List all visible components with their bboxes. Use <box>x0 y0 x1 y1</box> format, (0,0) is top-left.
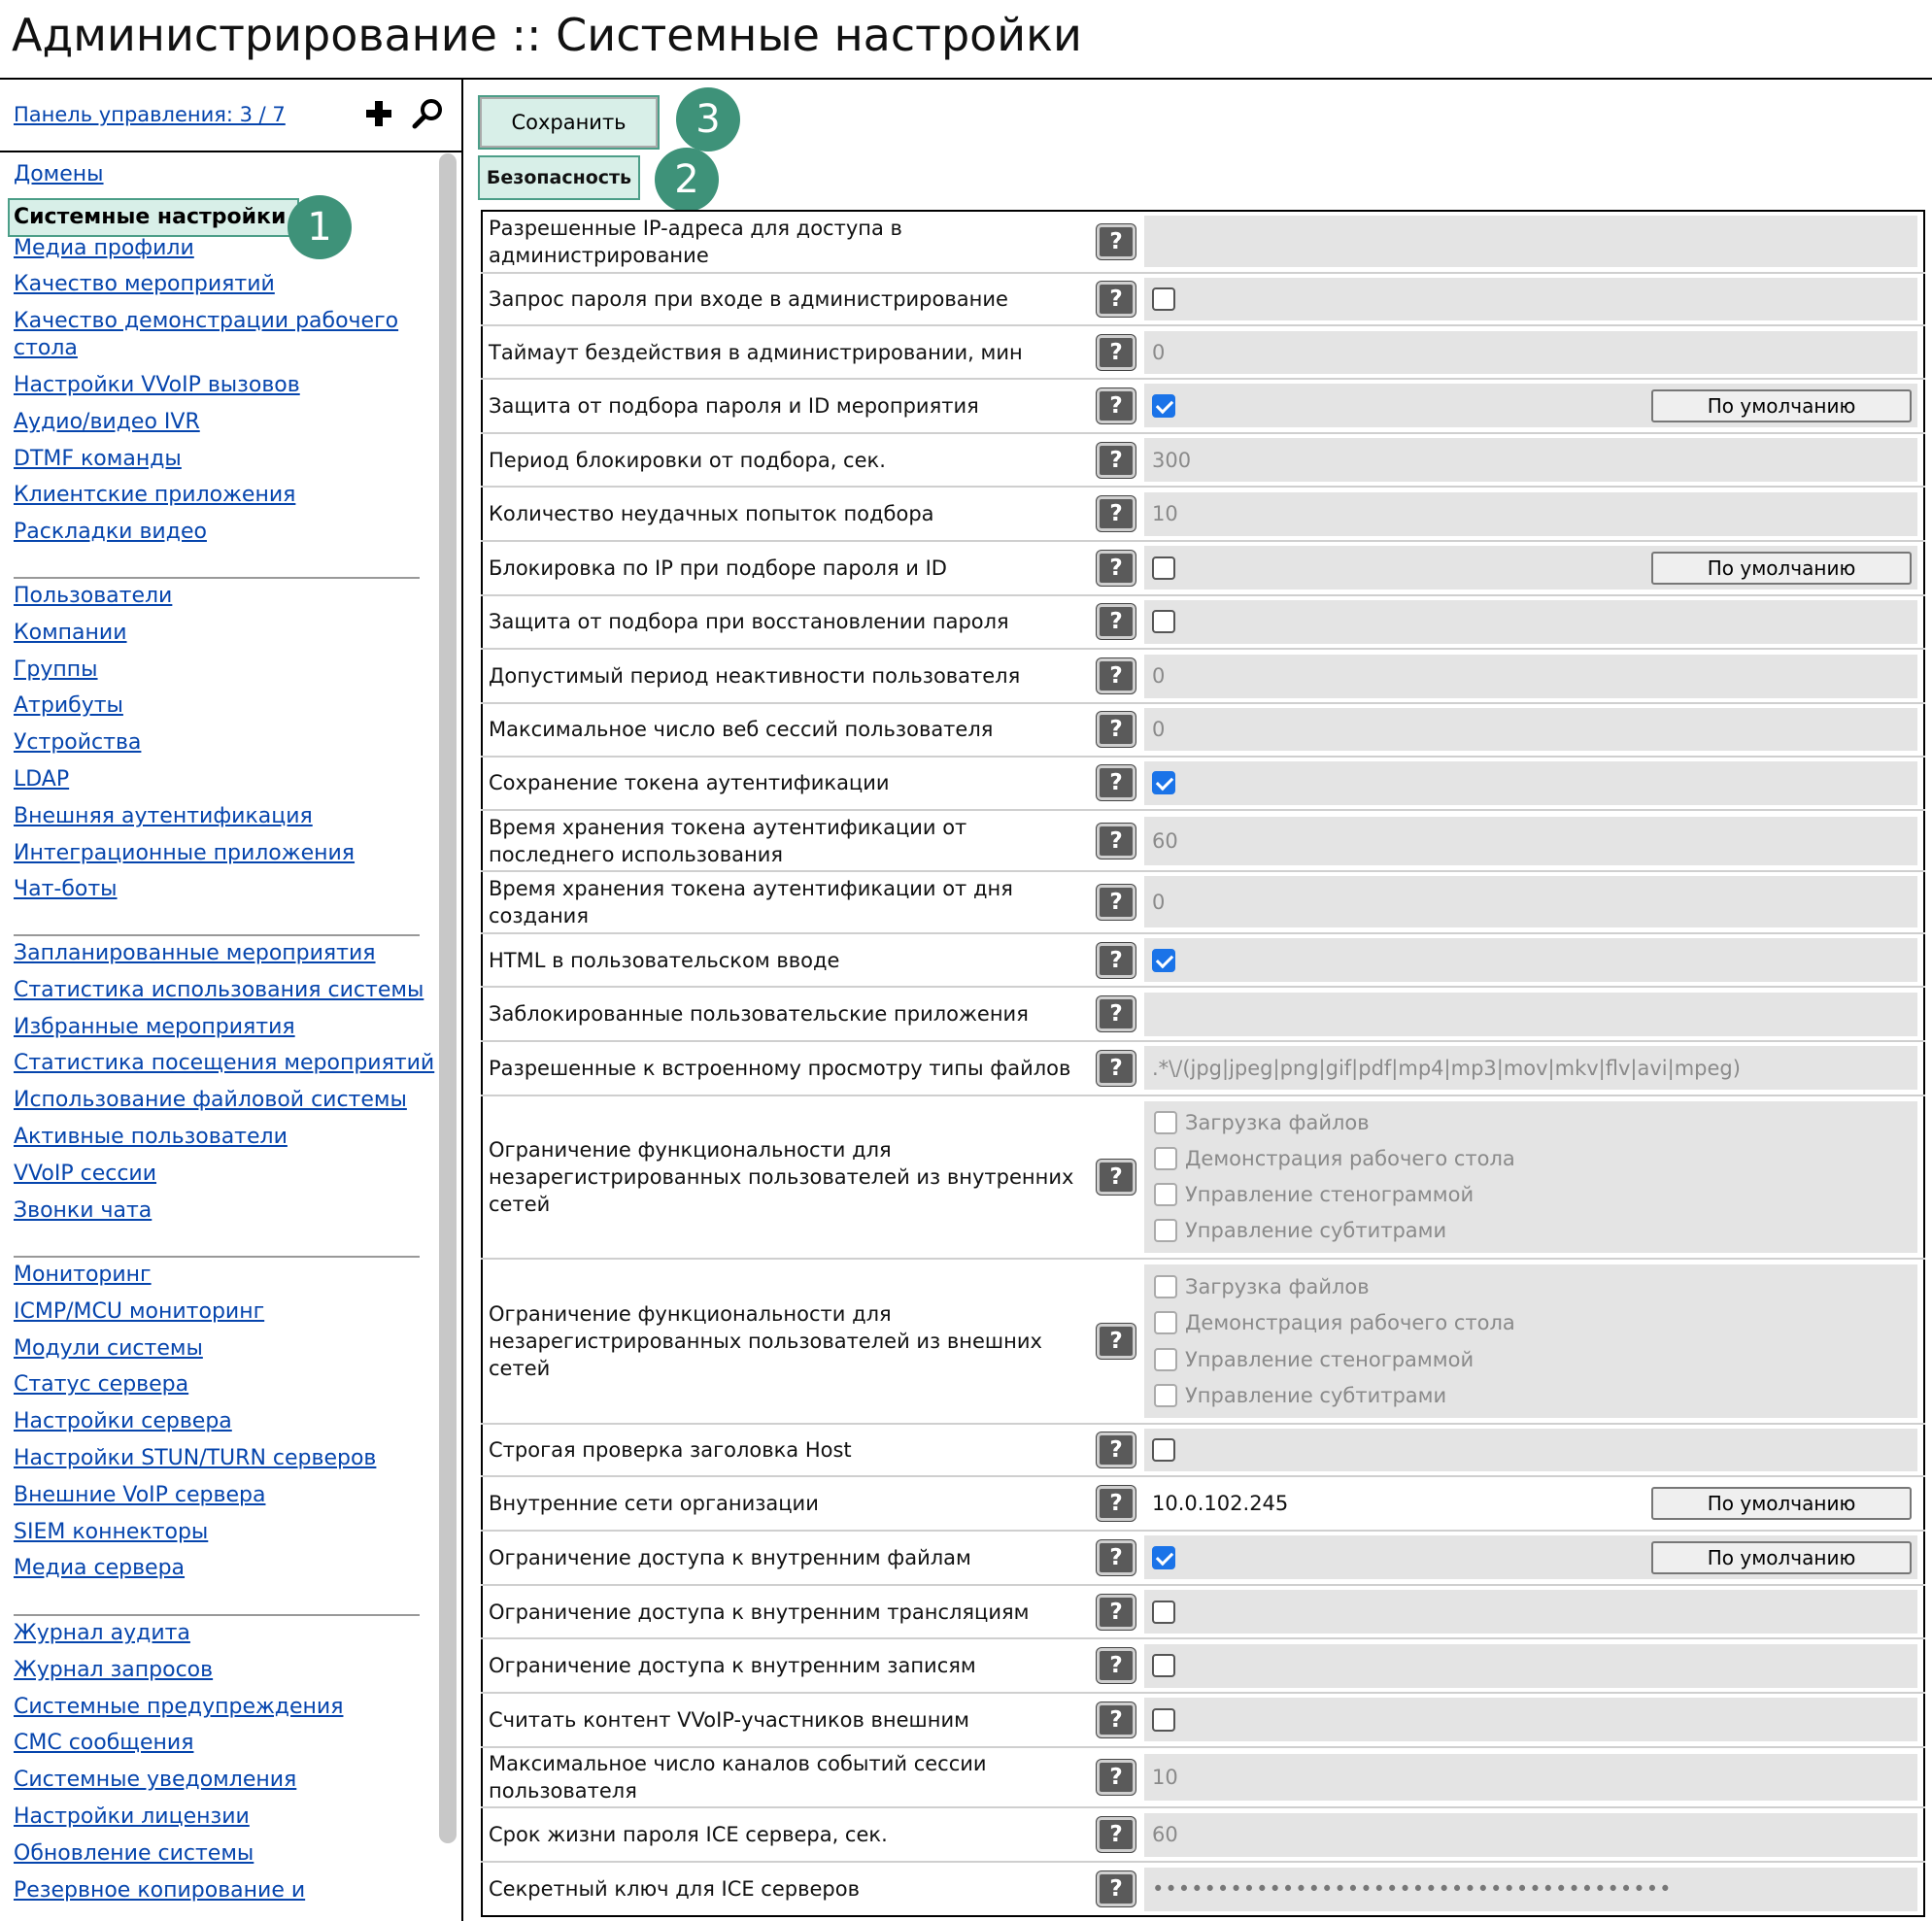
checkbox[interactable] <box>1152 1601 1175 1624</box>
sidebar-separator <box>14 577 420 579</box>
checkbox-option-label: Демонстрация рабочего стола <box>1185 1147 1515 1171</box>
search-icon[interactable] <box>411 97 444 130</box>
setting-label: Запрос пароля при входе в администрирование <box>482 273 1088 326</box>
checkbox-option-label: Управление субтитрами <box>1185 1384 1447 1407</box>
checkbox-checked[interactable] <box>1152 949 1175 972</box>
setting-label: Секретный ключ для ICE серверов <box>489 1877 860 1902</box>
field-value: 10 <box>1152 1766 1178 1790</box>
sidebar-item[interactable]: Раскладки видео <box>14 520 207 544</box>
help-icon[interactable]: ? <box>1097 551 1135 586</box>
setting-row <box>482 433 1924 488</box>
sidebar-item[interactable]: Устройства <box>14 730 142 755</box>
sidebar-item[interactable]: Модули системы <box>14 1336 203 1361</box>
sidebar-header-divider <box>0 151 461 152</box>
sidebar-item[interactable]: LDAP <box>14 767 70 792</box>
checkbox[interactable] <box>1154 1384 1177 1407</box>
sidebar-item[interactable]: Системные предупреждения <box>14 1695 344 1719</box>
sidebar-item[interactable]: Журнал аудита <box>14 1621 190 1645</box>
help-icon[interactable]: ? <box>1097 1486 1135 1521</box>
setting-label: Время хранения токена аутентификации от последнего использования <box>482 810 1088 871</box>
sidebar-item[interactable]: Пользователи <box>14 584 173 608</box>
setting-label: Строгая проверка заголовка Host <box>482 1424 1088 1477</box>
help-icon[interactable]: ? <box>1097 996 1135 1031</box>
default-button[interactable]: По умолчанию <box>1651 1541 1912 1574</box>
checkbox-field <box>1144 546 1917 590</box>
field-value: .*\/(jpg|jpeg|png|gif|pdf|mp4|mp3|mov|mkv|flv|avi|mpeg) <box>1152 1056 1741 1080</box>
setting-row <box>482 487 1924 541</box>
field-value: 10 <box>1152 502 1178 526</box>
checkbox[interactable] <box>1154 1183 1177 1206</box>
setting-label: HTML в пользовательском вводе <box>482 933 1088 988</box>
sidebar-item[interactable]: Настройки VVoIP вызовов <box>14 373 300 397</box>
help-icon[interactable]: ? <box>1097 335 1135 370</box>
help-icon[interactable]: ? <box>1097 712 1135 747</box>
sidebar-separator <box>14 1256 420 1258</box>
field-value: 0 <box>1152 340 1166 364</box>
setting-label: Разрешенные IP-адреса для доступа в администрирование <box>482 211 1088 273</box>
setting-label: Ограничение функциональности для незарегистрированных пользователей из внешних сетей <box>482 1259 1088 1424</box>
sidebar-item[interactable]: Статус сервера <box>14 1372 189 1397</box>
sidebar-item[interactable]: Использование файловой системы <box>14 1088 407 1112</box>
setting-label: Ограничение функциональности для незарегистрированных пользователей из внутренних сетей <box>482 1095 1088 1259</box>
setting-row <box>482 1585 1924 1639</box>
checkbox-option[interactable] <box>1154 1268 1370 1305</box>
text-field[interactable] <box>1144 876 1917 927</box>
sidebar-item[interactable]: Чат-боты <box>14 877 118 901</box>
plus-icon[interactable] <box>364 99 393 128</box>
setting-row <box>482 211 1924 273</box>
checkbox[interactable] <box>1152 556 1175 580</box>
checkbox-field <box>1144 761 1917 805</box>
checkbox-field <box>1144 1698 1917 1741</box>
checkbox[interactable] <box>1154 1275 1177 1298</box>
setting-label: Защита от подбора при восстановлении пароля <box>482 595 1088 650</box>
setting-row <box>482 1424 1924 1477</box>
sidebar-item[interactable]: DTMF команды <box>14 447 182 471</box>
field-value: 60 <box>1152 1823 1178 1847</box>
help-icon[interactable]: ? <box>1097 224 1135 259</box>
checkbox[interactable] <box>1152 610 1175 633</box>
text-field[interactable] <box>1144 655 1917 698</box>
text-field[interactable] <box>1144 331 1917 374</box>
setting-row <box>482 1095 1924 1259</box>
sidebar-item[interactable]: Медиа сервера <box>14 1556 186 1580</box>
field-value: 60 <box>1152 828 1178 853</box>
sidebar-item[interactable]: VVoIP сессии <box>14 1162 157 1186</box>
default-button[interactable]: По умолчанию <box>1651 389 1912 422</box>
help-icon[interactable]: ? <box>1097 282 1135 317</box>
setting-row <box>482 1531 1924 1585</box>
help-icon[interactable]: ? <box>1097 765 1135 800</box>
help-icon[interactable]: ? <box>1097 1702 1135 1737</box>
checkbox[interactable] <box>1152 1654 1175 1677</box>
sidebar-item[interactable]: Избранные мероприятия <box>14 1015 295 1039</box>
checkbox-field <box>1144 278 1917 320</box>
checkbox-option-label: Демонстрация рабочего стола <box>1185 1311 1515 1334</box>
field-value: 0 <box>1152 664 1166 689</box>
setting-label: Ограничение доступа к внутренним файлам <box>482 1531 1088 1585</box>
sidebar-item[interactable]: Домены <box>14 162 104 186</box>
checkbox-field <box>1144 1644 1917 1688</box>
sidebar-item[interactable]: Обновление системы <box>14 1841 254 1866</box>
text-field[interactable] <box>1144 1046 1917 1090</box>
setting-row <box>482 1638 1924 1693</box>
setting-row <box>482 1259 1924 1424</box>
sidebar-item[interactable]: Компании <box>14 621 127 645</box>
setting-row <box>482 810 1924 871</box>
text-field[interactable] <box>1144 817 1917 865</box>
sidebar-item[interactable]: Качество демонстрации рабочего стола <box>14 309 399 360</box>
sidebar-item[interactable]: Интеграционные приложения <box>14 841 356 865</box>
setting-row <box>482 1862 1924 1916</box>
checkbox-field <box>1144 1429 1917 1471</box>
checkbox-checked[interactable] <box>1152 1546 1175 1569</box>
setting-label: Максимальное число веб сессий пользователя <box>482 703 1088 757</box>
sidebar-item[interactable]: Настройки лицензии <box>14 1804 250 1829</box>
setting-label: Внутренние сети организации <box>482 1476 1088 1531</box>
help-icon[interactable]: ? <box>1097 1160 1135 1195</box>
sidebar-item[interactable]: Статистика посещения мероприятий <box>14 1051 435 1075</box>
checkbox[interactable] <box>1152 1708 1175 1732</box>
help-icon[interactable]: ? <box>1097 943 1135 978</box>
setting-label: Ограничение доступа к внутренним трансляциям <box>482 1585 1088 1639</box>
sidebar-item[interactable]: Настройки сервера <box>14 1409 232 1433</box>
sidebar-item[interactable]: Клиентские приложения <box>14 483 296 507</box>
setting-label: Количество неудачных попыток подбора <box>482 487 1088 541</box>
checkbox-field <box>1144 1590 1917 1634</box>
sidebar-item[interactable]: Мониторинг <box>14 1263 152 1287</box>
sidebar-item[interactable]: Качество мероприятий <box>14 272 275 296</box>
text-field[interactable] <box>1144 1813 1917 1857</box>
help-icon[interactable]: ? <box>1097 1324 1135 1359</box>
setting-row <box>482 757 1924 811</box>
setting-label: Разрешенные к встроенному просмотру типы файлов <box>482 1041 1088 1095</box>
sidebar-scrollbar[interactable] <box>439 153 457 1843</box>
help-icon[interactable]: ? <box>1097 604 1135 639</box>
setting-label: Период блокировки от подбора, сек. <box>482 433 1088 488</box>
help-icon[interactable]: ? <box>1097 1051 1135 1086</box>
callout-badge-2: 2 <box>655 148 719 212</box>
field-value: 0 <box>1152 890 1166 914</box>
setting-row <box>482 1476 1924 1531</box>
checkbox[interactable] <box>1154 1147 1177 1170</box>
checkbox[interactable] <box>1154 1348 1177 1371</box>
checkbox-field <box>1144 1535 1917 1579</box>
setting-label: Ограничение доступа к внутренним записям <box>482 1638 1088 1693</box>
page-title: Администрирование :: Системные настройки <box>12 9 1082 61</box>
checkbox-option-label: Управление стенограммой <box>1185 1347 1474 1371</box>
help-icon[interactable]: ? <box>1097 1871 1135 1906</box>
callout-badge-3: 3 <box>676 87 740 152</box>
help-icon[interactable]: ? <box>1097 388 1135 423</box>
help-icon[interactable]: ? <box>1097 824 1135 859</box>
checkbox[interactable] <box>1154 1311 1177 1334</box>
checkbox-checked[interactable] <box>1152 394 1175 418</box>
checkbox-group <box>1144 1264 1917 1418</box>
sidebar-item[interactable]: Системные настройки <box>8 198 299 237</box>
help-icon[interactable]: ? <box>1097 443 1135 478</box>
password-field[interactable] <box>1144 1868 1917 1911</box>
setting-row <box>482 1747 1924 1808</box>
checkbox-field <box>1144 600 1917 644</box>
checkbox-group <box>1144 1101 1917 1253</box>
save-button[interactable]: Сохранить <box>478 95 660 150</box>
sidebar-divider <box>461 78 463 1921</box>
checkbox[interactable] <box>1154 1219 1177 1242</box>
text-field[interactable] <box>1144 492 1917 536</box>
header-divider <box>0 78 1932 80</box>
sidebar-item[interactable]: Журнал запросов <box>14 1658 214 1682</box>
setting-label: Срок жизни пароля ICE сервера, сек. <box>482 1807 1088 1862</box>
sidebar-separator <box>14 934 420 936</box>
tab-security[interactable]: Безопасность <box>478 155 640 200</box>
sidebar-item[interactable]: Медиа профили <box>14 236 194 260</box>
setting-row <box>482 871 1924 933</box>
setting-label: Защита от подбора пароля и ID мероприятия <box>482 379 1088 433</box>
checkbox-option[interactable] <box>1154 1304 1515 1341</box>
setting-row <box>482 379 1924 433</box>
settings-table <box>481 210 1925 1917</box>
setting-row <box>482 595 1924 650</box>
checkbox-field <box>1144 938 1917 982</box>
sidebar-item[interactable]: Аудио/видео IVR <box>14 410 200 434</box>
field-value: 300 <box>1152 448 1192 472</box>
default-button[interactable]: По умолчанию <box>1651 1487 1912 1520</box>
help-icon[interactable]: ? <box>1097 885 1135 920</box>
text-field[interactable] <box>1144 438 1917 482</box>
sidebar-item[interactable]: Группы <box>14 657 98 682</box>
setting-label: Допустимый период неактивности пользователя <box>482 649 1088 703</box>
field-value: 0 <box>1152 718 1166 742</box>
sidebar-item[interactable]: Атрибуты <box>14 693 123 718</box>
checkbox-option[interactable] <box>1154 1213 1446 1249</box>
setting-label: Заблокированные пользовательские приложения <box>482 987 1088 1041</box>
checkbox[interactable] <box>1154 1111 1177 1134</box>
checkbox-option[interactable] <box>1154 1105 1370 1141</box>
help-icon[interactable]: ? <box>1097 1432 1135 1467</box>
setting-label: Максимальное число каналов событий сессии пользователя <box>482 1747 1088 1808</box>
checkbox-option-label: Управление стенограммой <box>1185 1183 1474 1207</box>
checkbox-option-label: Управление субтитрами <box>1185 1219 1447 1243</box>
help-icon[interactable]: ? <box>1097 1540 1135 1575</box>
setting-row <box>482 933 1924 988</box>
sidebar-separator <box>14 1614 420 1616</box>
setting-label: Время хранения токена аутентификации от дня создания <box>482 871 1088 933</box>
setting-row <box>482 273 1924 326</box>
setting-label: Таймаут бездействия в администрировании, мин <box>482 325 1088 379</box>
checkbox[interactable] <box>1152 287 1175 311</box>
setting-row <box>482 649 1924 703</box>
callout-badge-1: 1 <box>288 195 352 259</box>
checkbox-option[interactable] <box>1154 1341 1474 1378</box>
help-icon[interactable]: ? <box>1097 1648 1135 1683</box>
default-button[interactable]: По умолчанию <box>1651 552 1912 585</box>
checkbox-option-label: Загрузка файлов <box>1185 1274 1370 1298</box>
sidebar-item[interactable]: Резервное копирование и <box>14 1878 306 1903</box>
sidebar-item[interactable]: Внешние VoIP сервера <box>14 1483 266 1507</box>
help-icon[interactable]: ? <box>1097 1817 1135 1852</box>
control-panel-link[interactable]: Панель управления: 3 / 7 <box>14 103 286 126</box>
text-field[interactable] <box>1144 993 1917 1036</box>
sidebar-item[interactable]: Системные уведомления <box>14 1768 297 1792</box>
sidebar-item[interactable]: ICMP/MCU мониторинг <box>14 1299 265 1324</box>
field-value: 10.0.102.245 <box>1152 1492 1289 1516</box>
sidebar-item[interactable]: СМС сообщения <box>14 1731 194 1755</box>
sidebar-item[interactable]: Внешняя аутентификация <box>14 804 313 828</box>
checkbox-option-label: Загрузка файлов <box>1185 1111 1370 1135</box>
checkbox-option[interactable] <box>1154 1377 1446 1414</box>
checkbox-checked[interactable] <box>1152 771 1175 794</box>
setting-row <box>482 1693 1924 1747</box>
setting-row <box>482 325 1924 379</box>
field-value: •••••••••••••••••••••••••••••••••••••••• <box>1152 1877 1673 1902</box>
help-icon[interactable]: ? <box>1097 496 1135 531</box>
sidebar-item[interactable]: Запланированные мероприятия <box>14 941 376 965</box>
sidebar-item[interactable]: Активные пользователи <box>14 1125 288 1149</box>
checkbox[interactable] <box>1152 1438 1175 1462</box>
setting-row <box>482 1041 1924 1095</box>
text-field[interactable] <box>1144 708 1917 751</box>
setting-row <box>482 703 1924 757</box>
checkbox-field <box>1144 384 1917 427</box>
sidebar-item[interactable]: Статистика использования системы <box>14 978 424 1002</box>
setting-row <box>482 541 1924 595</box>
text-field[interactable] <box>1144 1482 1917 1526</box>
sidebar-item[interactable]: SIEM коннекторы <box>14 1520 209 1544</box>
text-field[interactable] <box>1144 1754 1917 1801</box>
checkbox-option[interactable] <box>1154 1177 1474 1213</box>
help-icon[interactable]: ? <box>1097 658 1135 693</box>
setting-label: Блокировка по IP при подборе пароля и ID <box>482 541 1088 595</box>
setting-label: Считать контент VVoIP-участников внешним <box>482 1693 1088 1747</box>
setting-row <box>482 987 1924 1041</box>
sidebar-item[interactable]: Звонки чата <box>14 1198 153 1223</box>
help-icon[interactable]: ? <box>1097 1760 1135 1795</box>
text-field[interactable] <box>1144 216 1917 267</box>
setting-row <box>482 1807 1924 1862</box>
checkbox-option[interactable] <box>1154 1141 1515 1177</box>
setting-label: Сохранение токена аутентификации <box>482 757 1088 811</box>
help-icon[interactable]: ? <box>1097 1595 1135 1630</box>
sidebar-item[interactable]: Настройки STUN/TURN серверов <box>14 1446 377 1470</box>
